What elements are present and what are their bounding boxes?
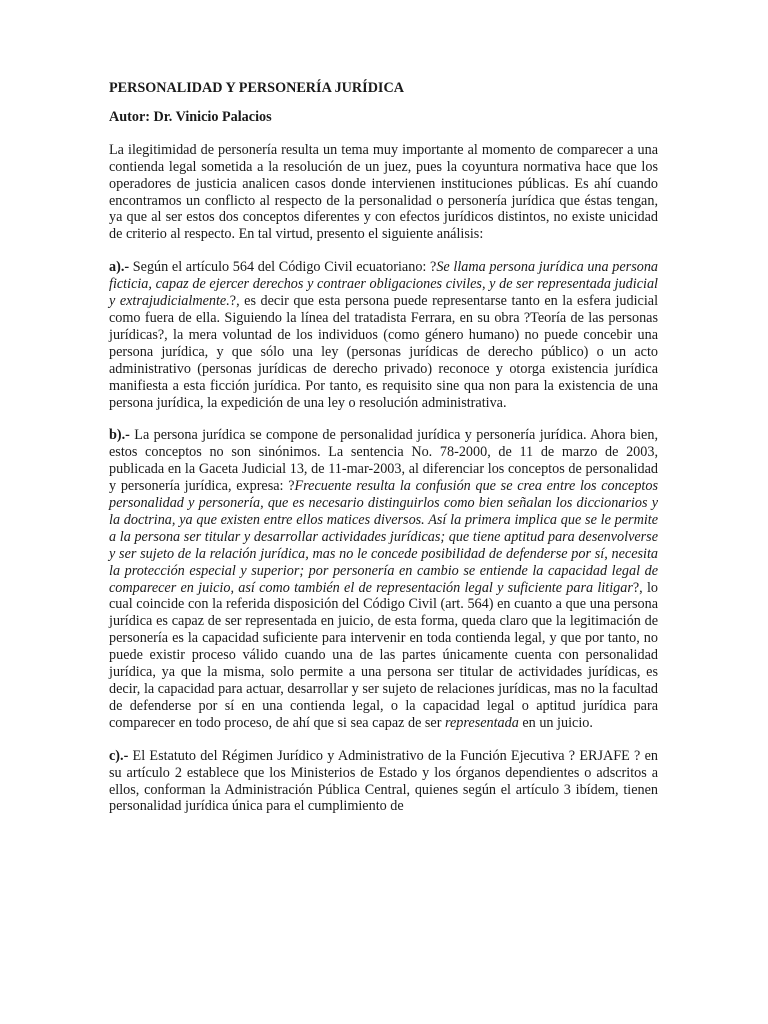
document-body (109, 80, 658, 831)
section-a-text-2: ?, es decir que esta persona puede representarse tanto en la esfera judicial como fuera de ella. Siguiendo la línea del tratadista Ferrara, en su obra ?Teoría de las personas jurídicas?, la mera voluntad de los individuos (como género humano) no puede concebir una persona jurídica, y que sólo una ley (personas jurídicas de derecho público) o un acto administrativo (personas jurídicas de derecho privado) reconoce y otorga existencia jurídica manifiesta a esta ficción jurídica. Por tanto, es requisito sine qua non para la existencia de una persona jurídica, la expedición de una ley o resolución administrativa. (109, 293, 659, 411)
document-title: PERSONALIDAD Y PERSONERÍA JURÍDICA (109, 80, 404, 96)
section-b-marker: b).- (109, 427, 130, 444)
section-b-text-3: en un juicio. (518, 714, 593, 731)
section-a-text-1: Según el artículo 564 del Código Civil ecuatoriano: ? (129, 259, 437, 276)
section-b-text-1: La persona jurídica se compone de personalidad jurídica y personería jurídica. Ahora bien, estos conceptos no son sinónimos. La sentencia No. 78-2000, de 11 de marzo de 2003, publicada en la Gaceta Judicial 13, de 11-mar-2003, al diferenciar los conceptos de personalidad y personería jurídica, expresa: ? (109, 427, 658, 495)
section-a-paragraph (109, 259, 658, 411)
document-author: Autor: Dr. Vinicio Palacios (109, 108, 272, 125)
section-c-marker: c).- (109, 747, 129, 764)
section-a-quote: Se llama persona jurídica una persona ficticia, capaz de ejercer derechos y contraer obligaciones civiles, y de ser representada judicial y extrajudicialmente. (109, 259, 659, 310)
section-a-marker: a).- (109, 259, 130, 276)
section-b-text-2: ?, lo cual coincide con la referida disposición del Código Civil (art. 564) en cuanto a que una persona jurídica es capaz de ser representada en juicio, de esta forma, queda claro que la legitimación de personería es la capacidad suficiente para intervenir en toda contienda legal, y que por tanto, no puede existir proceso válido cuando una de las partes únicamente cuenta con personalidad jurídica, ya que la misma, solo permite a una persona ser titular de actividades jurídicas, es decir, la capacidad para actuar, desarrollar y ser sujeto de relaciones jurídicas, mas no la facultad de defenderse por sí en una contienda legal, o la capacidad legal o aptitud jurídica para comparecer en todo proceso, de ahí que si sea capaz de ser (109, 579, 658, 731)
intro-text: La ilegitimidad de personería resulta un tema muy importante al momento de comparecer a una contienda legal sometida a la resolución de un juez, pues la coyuntura normativa hace que los operadores de justicia analicen casos donde intervienen instituciones públicas. Es ahí cuando encontramos un conflicto al respecto de la personalidad o personería jurídica que éstas tengan, ya que al ser estos dos conceptos diferentes y con efectos jurídicos distintos, no existe unicidad de criterio al respecto. En tal virtud, presento el siguiente análisis: (109, 141, 658, 243)
section-c-text-1: El Estatuto del Régimen Jurídico y Administrativo de la Función Ejecutiva ? ERJAFE ? en su artículo 2 establece que los Ministerios de Estado y los órganos dependientes o adscritos a ellos, conforman la Administración Pública Central, quienes según el artículo 3 ibídem, tienen personalidad jurídica única para el cumplimiento de (109, 747, 658, 815)
section-c-paragraph (109, 748, 658, 816)
section-b-paragraph (109, 427, 658, 731)
intro-paragraph (109, 142, 658, 243)
section-b-quote: Frecuente resulta la confusión que se crea entre los conceptos personalidad y personería, que es necesario distinguirlos como bien señalan los diccionarios y la doctrina, ya que existen entre ellos matices diversos. Así la primera implica que se le permite a la persona ser titular y desarrollar actividades jurídicas; que tiene aptitud para desenvolverse y ser sujeto de la relación jurídica, mas no le concede posibilidad de defenderse por sí, necesita la protección especial y superior; por personería en cambio se entiende la capacidad legal de comparecer en juicio, así como también el de representación legal y suficiente para litigar (109, 478, 658, 596)
section-b-emphasis: representada (445, 714, 519, 731)
